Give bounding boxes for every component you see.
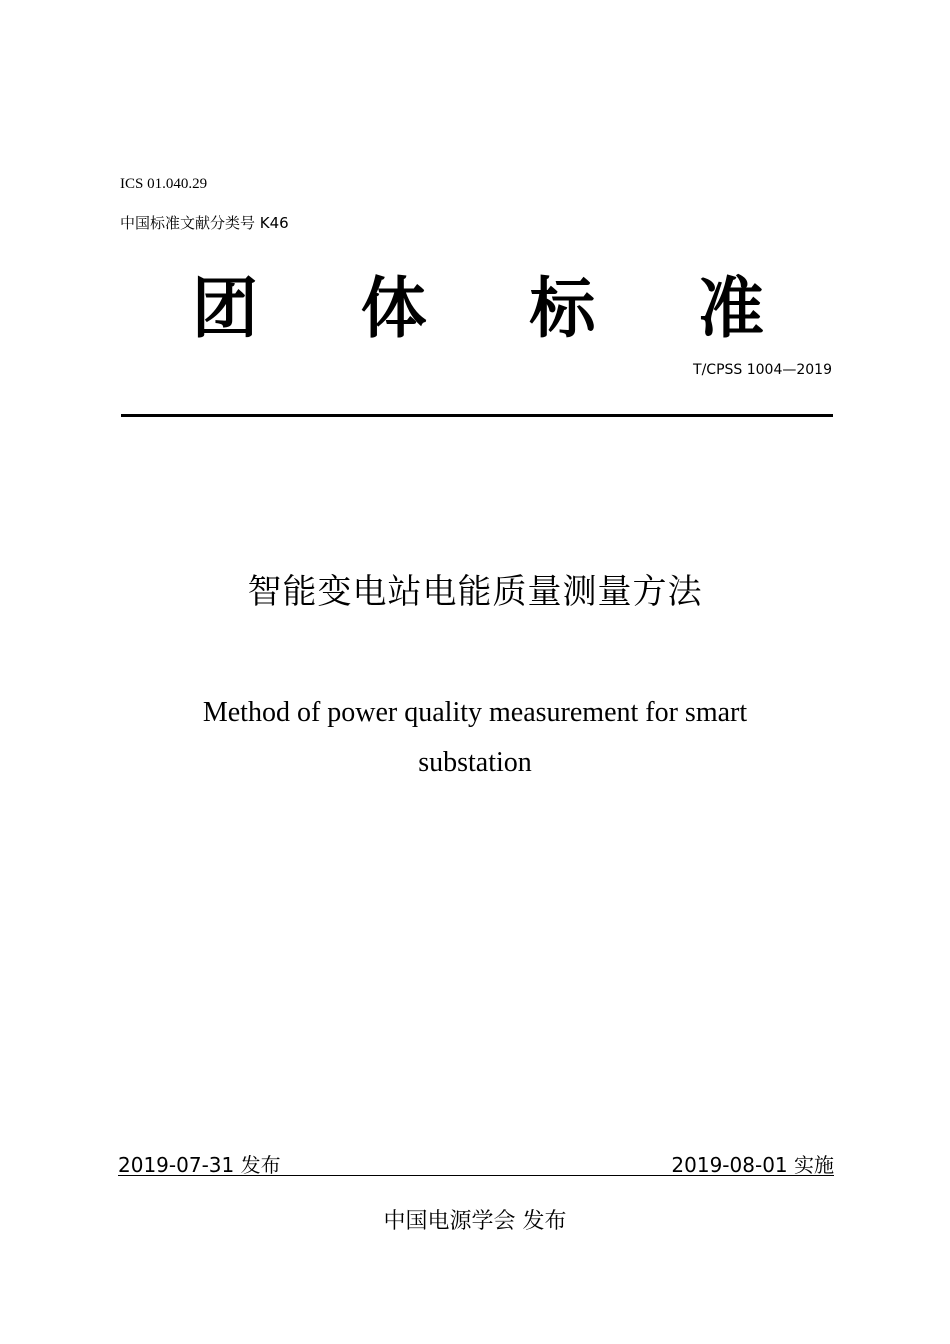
english-title xyxy=(0,688,950,788)
standard-type-char-2: 体 xyxy=(360,270,427,347)
bottom-divider xyxy=(118,1175,834,1176)
standard-type-heading xyxy=(120,270,832,348)
standard-number: T/CPSS 1004—2019 xyxy=(693,362,832,378)
standard-type-char-4: 准 xyxy=(697,270,764,347)
standard-type-char-1: 团 xyxy=(192,270,258,347)
standard-type-char-3: 标 xyxy=(529,270,596,347)
publisher: 中国电源学会 发布 xyxy=(383,1209,567,1234)
chinese-title: 智能变电站电能质量测量方法 xyxy=(247,572,703,612)
english-title-line-1: Method of power quality measurement for smart xyxy=(202,697,748,728)
ccs-classification: 中国标准文献分类号 K46 xyxy=(120,214,289,232)
publish-date: 2019-07-31 发布 xyxy=(118,1153,281,1177)
top-divider xyxy=(121,414,833,417)
date-row xyxy=(118,1149,834,1178)
english-title-line-2: substation xyxy=(418,747,532,778)
ics-code: ICS 01.040.29 xyxy=(120,176,208,192)
implement-date: 2019-08-01 实施 xyxy=(671,1153,834,1177)
